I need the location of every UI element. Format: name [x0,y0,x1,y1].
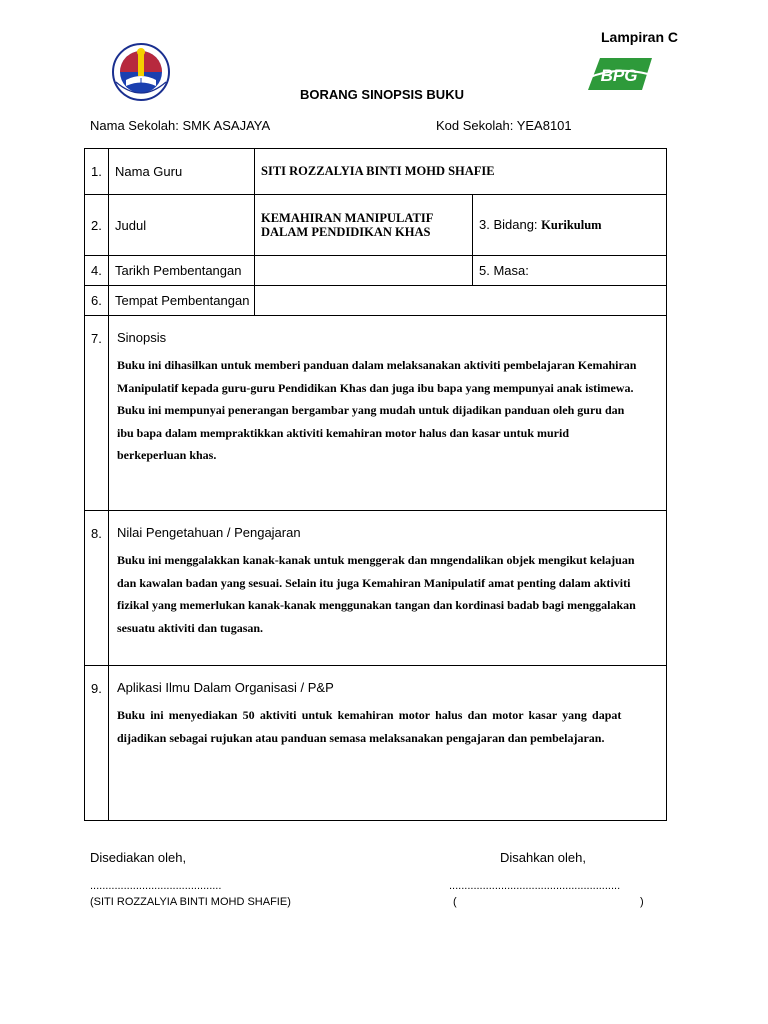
time-label[interactable]: 5. Masa: [473,256,667,286]
row-number: 9. [85,666,109,821]
field-label: 3. Bidang: [479,217,542,232]
row-number: 4. [85,256,109,286]
synopsis-line: Buku ini mempunyai penerangan bergambar yang mudah untuk dijadikan panduan oleh guru dan [117,403,625,417]
form-title-text: BORANG SINOPSIS BUKU [300,87,464,102]
synopsis-content [109,316,667,511]
venue-value[interactable] [255,286,667,316]
application-line: dijadikan sebagai rujukan atau panduan semasa melaksanakan pengajaran dan pembelajaran. [117,730,605,745]
venue-label: Tempat Pembentangan [109,286,255,316]
date-label: Tarikh Pembentangan [109,256,255,286]
application-line: Buku ini menyediakan 50 aktiviti untuk kemahiran motor halus dan motor kasar yang dapat [117,708,622,722]
value-line: fizikal yang memerlukan kanak-kanak menggunakan tangan dan kordinasi badab bagi menggalakan [117,598,636,612]
synopsis-line: ibu bapa dalam mempraktikkan aktiviti kemahiran motor halus dan kasar untuk murid [117,425,569,440]
teacher-value: SITI ROZZALYIA BINTI MOHD SHAFIE [255,149,667,195]
row-venue [85,286,667,316]
value-content [109,511,667,666]
value-line: sesuatu aktiviti dan tugasan. [117,620,264,635]
row-number: 1. [85,149,109,195]
section-synopsis [85,316,667,511]
school-name: Nama Sekolah: SMK ASAJAYA [90,118,271,133]
application-content [109,666,667,821]
row-teacher [85,149,667,195]
row-number: 8. [85,511,109,666]
synopsis-line: berkeperluan khas. [117,448,217,462]
value-line: dan kawalan badan yang sesuai. Selain itu juga Kemahiran Manipulatif amat penting dalam aktiviti [117,575,631,590]
application-heading: Aplikasi Ilmu Dalam Organisasi / P&P [117,680,334,695]
approved-name-close: ) [640,896,644,908]
school-code: Kod Sekolah: YEA8101 [436,118,572,133]
prepared-by-label: Disediakan oleh, [90,850,187,865]
value-line: Buku ini menggalakkan kanak-kanak untuk menggerak dan mngendalikan objek mengikut kelajuan [117,553,635,567]
synopsis-heading: Sinopsis [117,330,167,345]
synopsis-line: Buku ini dihasilkan untuk memberi panduan dalam melaksanakan aktiviti pembelajaran Kemahiran [117,358,637,372]
row-number: 7. [85,316,109,511]
approved-signature-line[interactable]: ........................................................ [449,880,621,892]
title-label: Judul [109,195,255,256]
synopsis-line: Manipulatif kepada guru-guru Pendidikan Khas dan juga ibu bapa yang mempunyai anak istimewa. [117,380,634,395]
date-value[interactable] [255,256,473,286]
book-title-line-2: DALAM PENDIDIKAN KHAS [261,225,431,239]
field-value: Kurikulum [541,218,602,232]
book-title-line-1: KEMAHIRAN MANIPULATIF [261,211,434,225]
teacher-label: Nama Guru [109,149,255,195]
row-number: 2. [85,195,109,256]
value-heading: Nilai Pengetahuan / Pengajaran [117,525,301,540]
approved-name-open: ( [453,896,457,908]
form-title [0,87,768,102]
field-cell [473,195,667,256]
prepared-signature-line[interactable]: ........................................... [90,880,222,892]
synopsis-form-table [84,148,667,821]
row-title [85,195,667,256]
section-application [85,666,667,821]
row-number: 6. [85,286,109,316]
attachment-label: Lampiran C [601,29,679,45]
approved-by-label: Disahkan oleh, [500,850,586,865]
row-date [85,256,667,286]
book-title-value [255,195,473,256]
prepared-name: (SITI ROZZALYIA BINTI MOHD SHAFIE) [90,896,291,908]
bpg-logo-text: BPG [600,66,638,85]
section-value [85,511,667,666]
